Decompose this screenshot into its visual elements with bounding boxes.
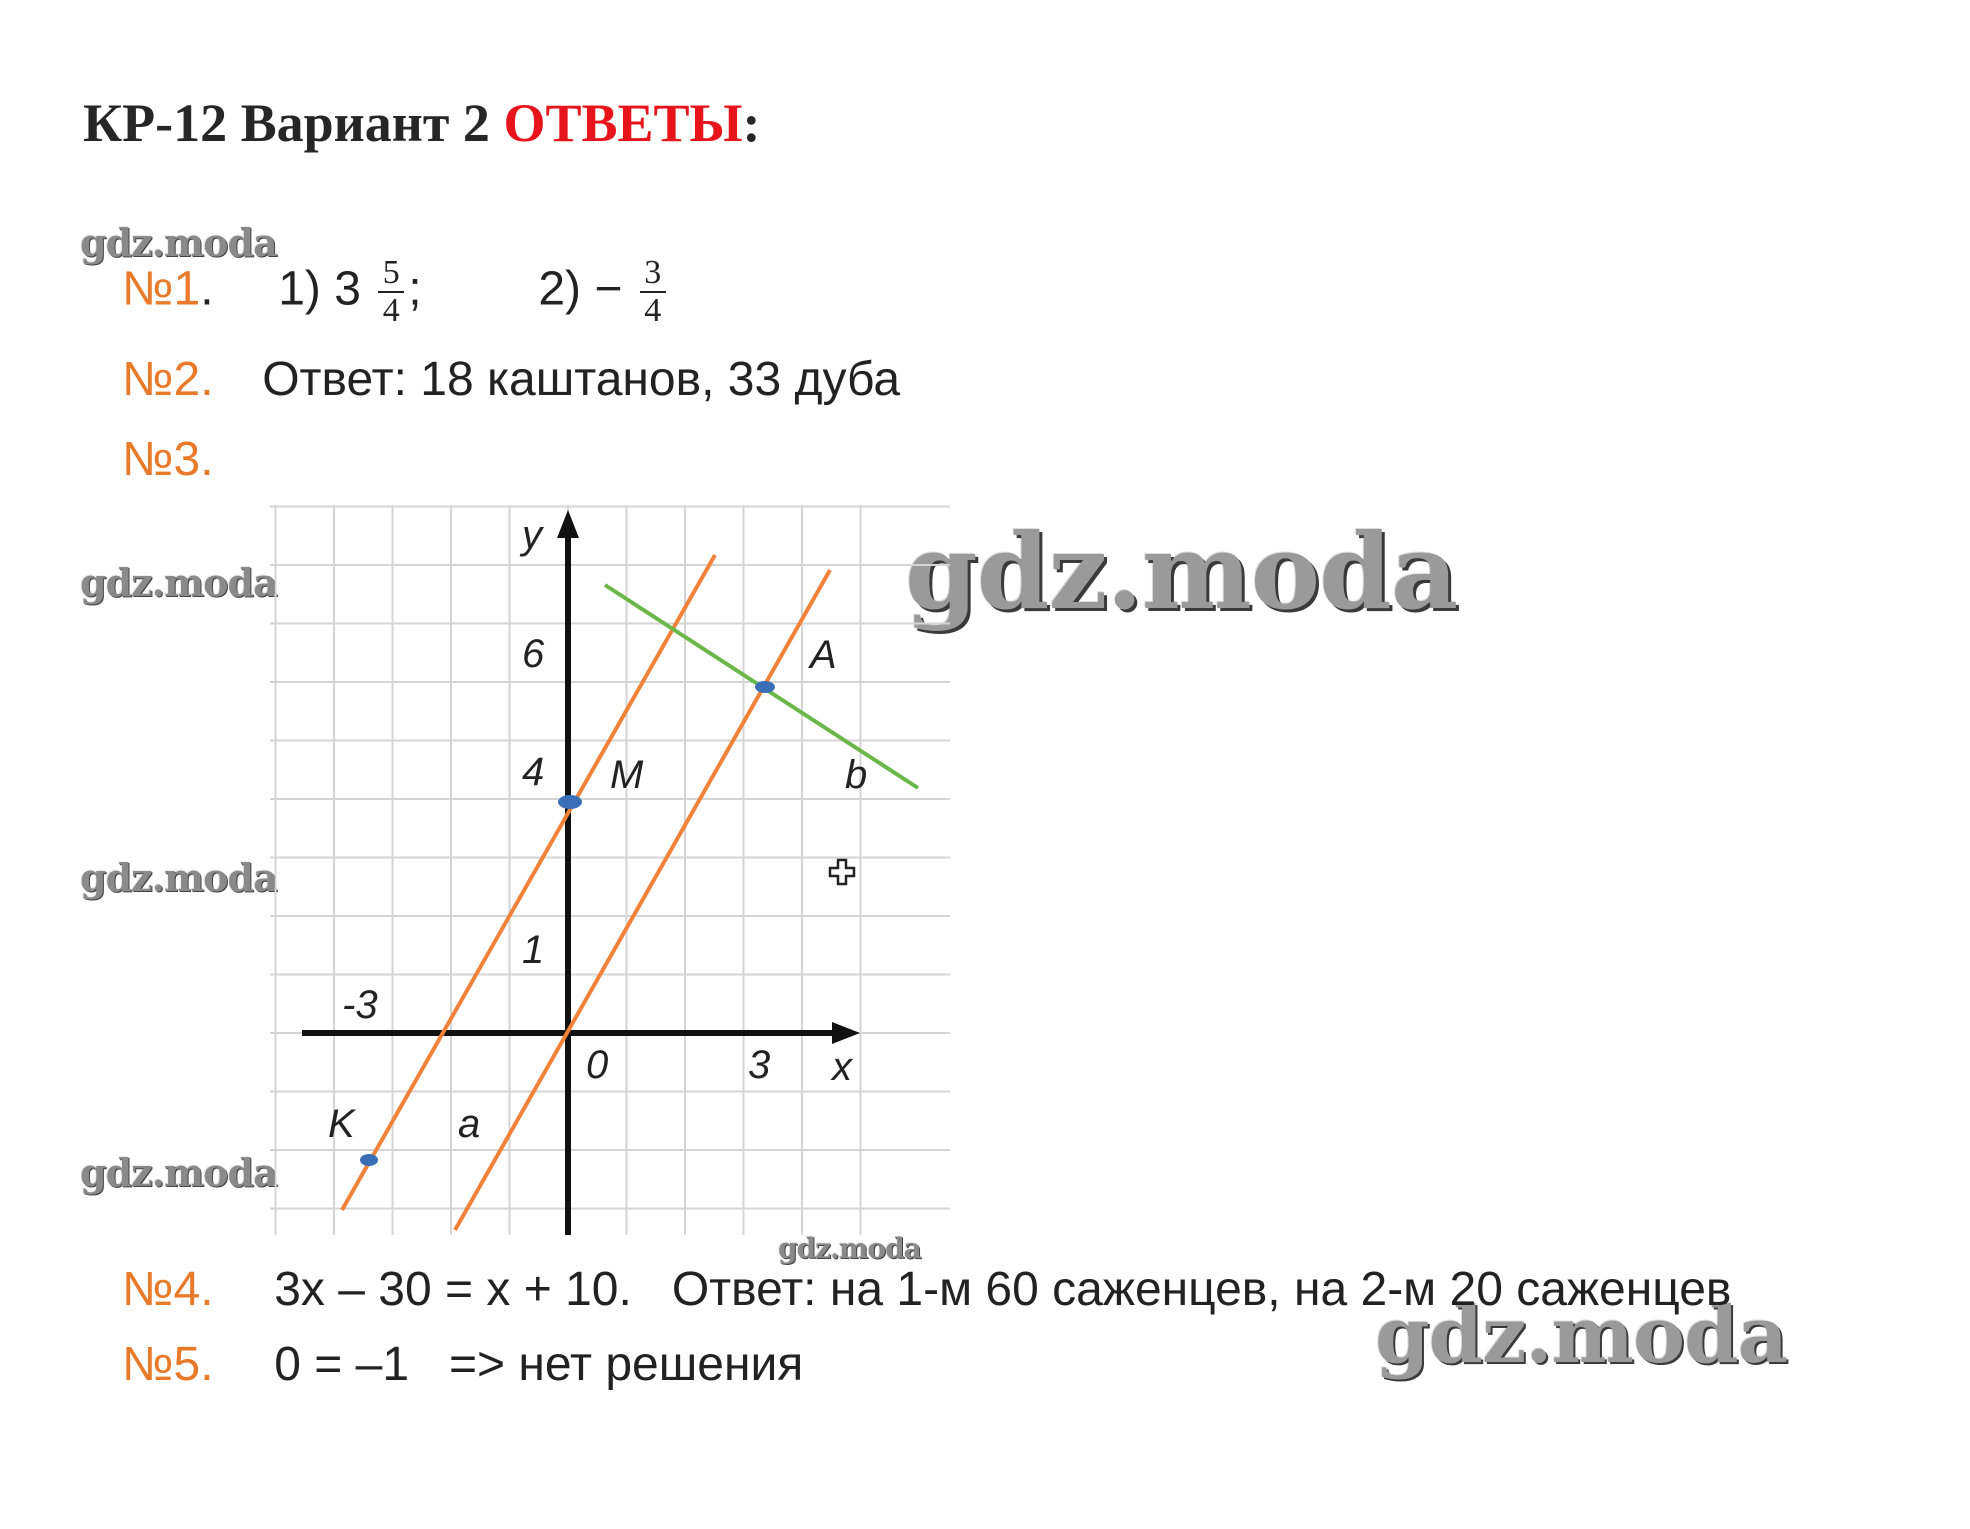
line-label-b: b xyxy=(845,753,868,797)
tick-label-y6: 6 xyxy=(522,632,545,676)
line-a xyxy=(455,570,830,1230)
title-highlight: ОТВЕТЫ xyxy=(503,93,743,153)
title-suffix: : xyxy=(742,93,761,153)
answer-1-label: №1 xyxy=(122,262,201,316)
fraction-2-denominator: 4 xyxy=(644,292,662,329)
crosshair-icon xyxy=(830,860,854,884)
x-axis-label: x xyxy=(832,1045,852,1089)
answer-5-text: 0 = –1 => нет решения xyxy=(274,1338,804,1391)
point-label-m: M xyxy=(610,753,644,797)
fraction-1 xyxy=(378,255,404,329)
answer-1 xyxy=(122,255,670,329)
x-axis-arrow xyxy=(832,1022,860,1044)
answer-5 xyxy=(122,1337,803,1392)
watermark: gdz.moda xyxy=(1375,1290,1788,1381)
point-label-k: K xyxy=(328,1102,355,1146)
tick-label-x-minus3: -3 xyxy=(342,983,378,1027)
answer-4 xyxy=(122,1262,1731,1317)
point-label-a: A xyxy=(810,633,837,677)
answer-1-part2: 2) − xyxy=(538,262,623,316)
fraction-1-numerator: 5 xyxy=(382,254,400,291)
tick-label-origin: 0 xyxy=(586,1043,609,1087)
fraction-2 xyxy=(640,255,666,329)
fraction-1-denominator: 4 xyxy=(382,292,400,329)
tick-label-y4: 4 xyxy=(522,750,545,794)
watermark: gdz.moda xyxy=(80,855,277,900)
watermark: gdz.moda xyxy=(80,220,277,265)
point-k xyxy=(360,1154,378,1166)
watermark: gdz.moda xyxy=(905,510,1458,633)
y-axis-label: y xyxy=(522,513,542,557)
answer-3 xyxy=(122,432,214,487)
point-m xyxy=(558,795,582,809)
answer-2-text: Ответ: 18 каштанов, 33 дуба xyxy=(262,353,901,406)
point-a xyxy=(755,681,775,693)
answer-2 xyxy=(122,352,900,407)
tick-label-x3: 3 xyxy=(748,1043,771,1087)
answer-1-sep: ; xyxy=(408,262,422,316)
fraction-2-numerator: 3 xyxy=(644,254,662,291)
answer-4-label: №4. xyxy=(122,1263,214,1316)
answer-3-label: №3. xyxy=(122,433,214,486)
page-title xyxy=(83,92,761,154)
watermark: gdz.moda xyxy=(80,560,277,605)
title-prefix: КР-12 Вариант 2 xyxy=(83,93,504,153)
answer-2-label: №2. xyxy=(122,353,214,406)
answer-5-label: №5. xyxy=(122,1338,214,1391)
answer-1-dot: . xyxy=(200,262,214,316)
watermark: gdz.moda xyxy=(80,1150,277,1195)
coordinate-graph xyxy=(260,500,960,1240)
y-axis-arrow xyxy=(557,510,579,538)
watermark: gdz.moda xyxy=(778,1232,921,1265)
tick-label-y1: 1 xyxy=(522,928,545,972)
answer-1-part1: 1) 3 xyxy=(278,262,361,316)
answer-4-text: 3x – 30 = x + 10. Ответ: на 1-м 60 саженцев, на 2-м 20 саженцев xyxy=(274,1263,1732,1316)
line-label-a: a xyxy=(458,1102,481,1146)
